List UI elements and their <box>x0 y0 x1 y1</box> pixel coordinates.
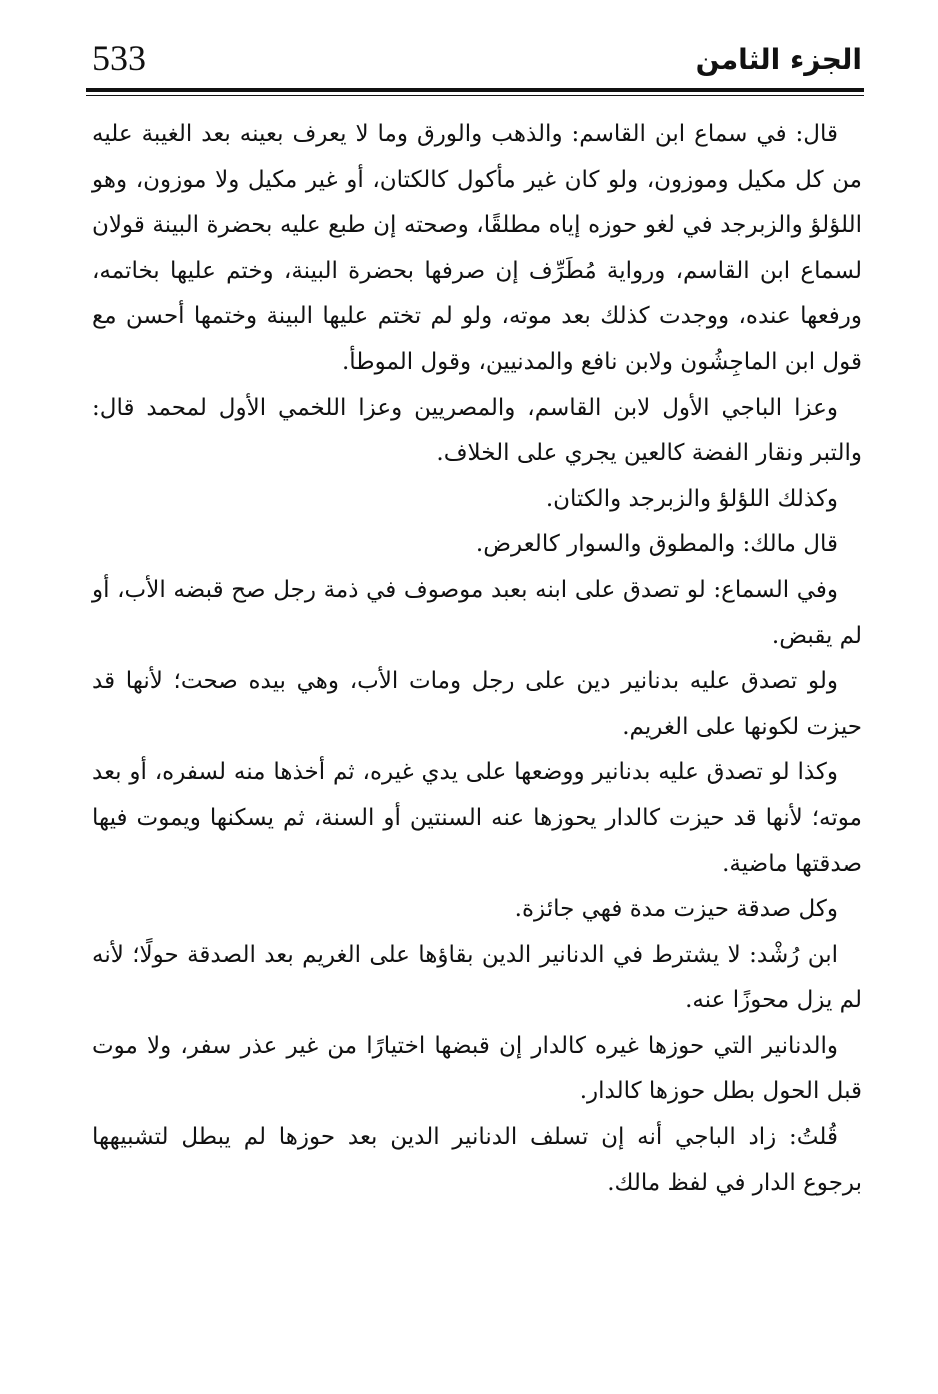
paragraph-7: وكذا لو تصدق عليه بدنانير ووضعها على يدي غيره، ثم أخذها منه لسفره، أو بعد موته؛ لأنها قد حيزت كالدار يحوزها عنه السنتين أو السنة، ثم يسكنها ويموت فيها صدقتها ماضية. <box>92 759 862 877</box>
text-body <box>92 112 862 1206</box>
paragraph-6: ولو تصدق عليه بدنانير دين على رجل ومات الأب، وهي بيده صحت؛ لأنها قد حيزت لكونها على الغريم. <box>92 668 862 740</box>
paragraph-1: قال: في سماع ابن القاسم: والذهب والورق وما لا يعرف بعينه بعد الغيبة عليه من كل مكيل وموزون، ولو كان غير مأكول كالكتان، أو غير مكيل ولا موزون، وهو اللؤلؤ والزبرجد في لغو حوزه إياه مطلقًا، وصحته إن طبع عليه بحضرة البينة قولان لسماع ابن القاسم، ورواية مُطَرِّف إن صرفها بحضرة البينة، وختم عليها بخاتمه، ورفعها عنده، ووجدت كذلك بعد موته، ولو لم تختم عليها البينة وختمها أحسن مع قول ابن الماجِشُون ولابن نافع والمدنيين، وقول الموطأ. <box>92 121 862 375</box>
paragraph-4: قال مالك: والمطوق والسوار كالعرض. <box>475 531 838 558</box>
paragraph-8: وكل صدقة حيزت مدة فهي جائزة. <box>514 896 838 923</box>
header-rule-thin <box>86 95 864 96</box>
page-number: 533 <box>92 38 146 78</box>
running-head: الجزء الثامن <box>695 43 862 76</box>
paragraph-9: ابن رُشْد: لا يشترط في الدنانير الدين بقاؤها على الغريم بعد الصدقة حولًا؛ لأنه لم يزل محوزًا عنه. <box>92 941 862 1014</box>
paragraph-3: وكذلك اللؤلؤ والزبرجد والكتان. <box>545 485 838 512</box>
paragraph-5: وفي السماع: لو تصدق على ابنه بعبد موصوف في ذمة رجل صح قبضه الأب، أو لم يقبض. <box>92 576 862 649</box>
paragraph-2: وعزا الباجي الأول لابن القاسم، والمصريين وعزا اللخمي الأول لمحمد قال: والتبر ونقار الفضة كالعين يجري على الخلاف. <box>92 394 862 467</box>
paragraph-11: قُلتُ: زاد الباجي أنه إن تسلف الدنانير الدين بعد حوزها لم يبطل لتشبيهها برجوع الدار في لفظ مالك. <box>92 1124 862 1196</box>
page-header <box>86 34 864 92</box>
header-rule-thick <box>86 88 864 92</box>
paragraph-10: والدنانير التي حوزها غيره كالدار إن قبضها اختيارًا من غير عذر سفر، ولا موت قبل الحول بطل حوزها كالدار. <box>92 1032 862 1105</box>
